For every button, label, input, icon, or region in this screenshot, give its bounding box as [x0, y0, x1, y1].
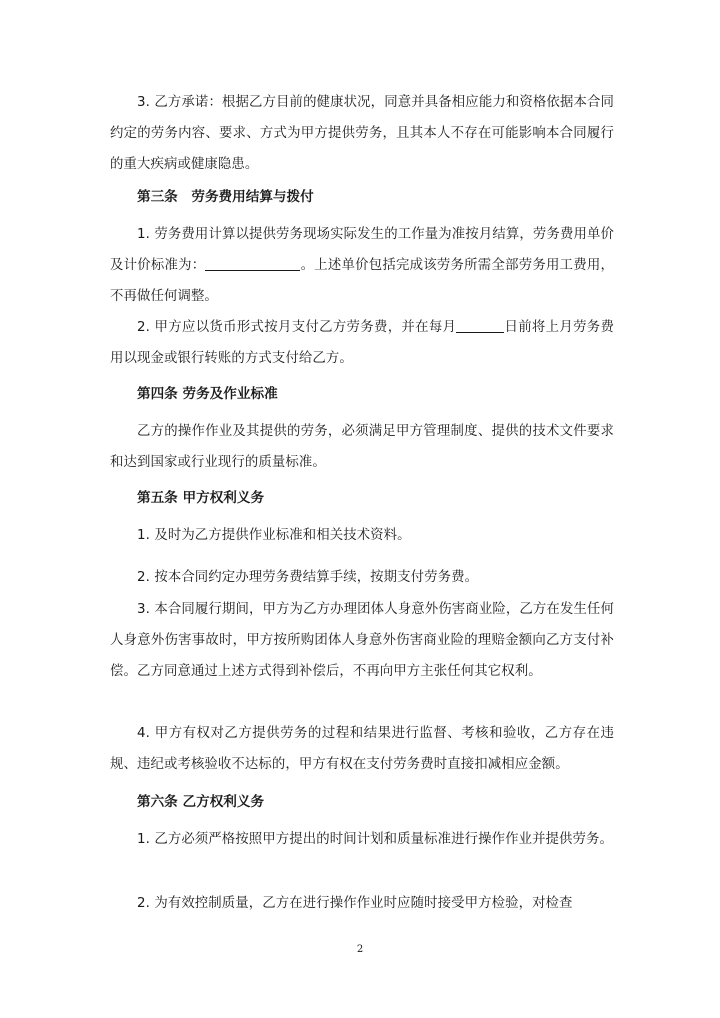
page-number: 2	[356, 944, 364, 955]
article6-heading: 第六条 乙方权利义务	[137, 794, 265, 810]
article5-item1: 1. 及时为乙方提供作业标准和相关技术资料。	[137, 528, 411, 543]
article3-item1	[110, 219, 614, 312]
article6-item1: 1. 乙方必须严格按照甲方提出的时间计划和质量标准进行操作作业并提供劳务。	[137, 832, 614, 847]
article5-item4: 4. 甲方有权对乙方提供劳务的过程和结果进行监督、考核和验收，乙方存在违规、违纪或考核验收不达标的，甲方有权在支付劳务费时直接扣减相应金额。	[110, 726, 614, 772]
article3-item2-text-b: 日前将上月劳务费用以现金或银行转账的方式支付给乙方。	[110, 320, 614, 366]
article6-item2: 2. 为有效控制质量，乙方在进行操作作业时应随时接受甲方检验，对检查	[137, 896, 573, 911]
clause3-item3: 3. 乙方承诺：根据乙方目前的健康状况，同意并具备相应能力和资格依据本合同约定的劳务内容、要求、方式为甲方提供劳务，且其本人不存在可能影响本合同履行的重大疾病或健康隐患。	[110, 95, 614, 172]
article3-item2	[110, 312, 614, 374]
unit-price-blank[interactable]	[205, 256, 300, 271]
article4-heading: 第四条 劳务及作业标准	[137, 386, 278, 402]
article4-body: 乙方的操作作业及其提供的劳务，必须满足甲方管理制度、提供的技术文件要求和达到国家或行业现行的质量标准。	[110, 424, 614, 470]
article3-item2-text-a: 2. 甲方应以货币形式按月支付乙方劳务费，并在每月	[137, 320, 457, 335]
payment-day-blank[interactable]	[456, 318, 504, 333]
article3-item1-text-b: 。上述单价包括完成该劳务所需全部劳务用工费用，不再做任何调整。	[110, 258, 614, 304]
article5-heading: 第五条 甲方权利义务	[137, 490, 265, 506]
article5-item3: 3. 本合同履行期间，甲方为乙方办理团体人身意外伤害商业险，乙方在发生任何人身意外伤害事故时，甲方按所购团体人身意外伤害商业险的理赔金额向乙方支付补偿。乙方同意通过上述方式得到补偿后，不再向甲方主张任何其它权利。	[110, 602, 614, 679]
article5-item2: 2. 按本合同约定办理劳务费结算手续，按期支付劳务费。	[137, 570, 479, 585]
article3-item1-text-a: 1. 劳务费用计算以提供劳务现场实际发生的工作量为准按月结算，劳务费用单价及计价标准为：	[110, 227, 614, 273]
article3-heading: 第三条 劳务费用结算与拨付	[137, 189, 314, 205]
